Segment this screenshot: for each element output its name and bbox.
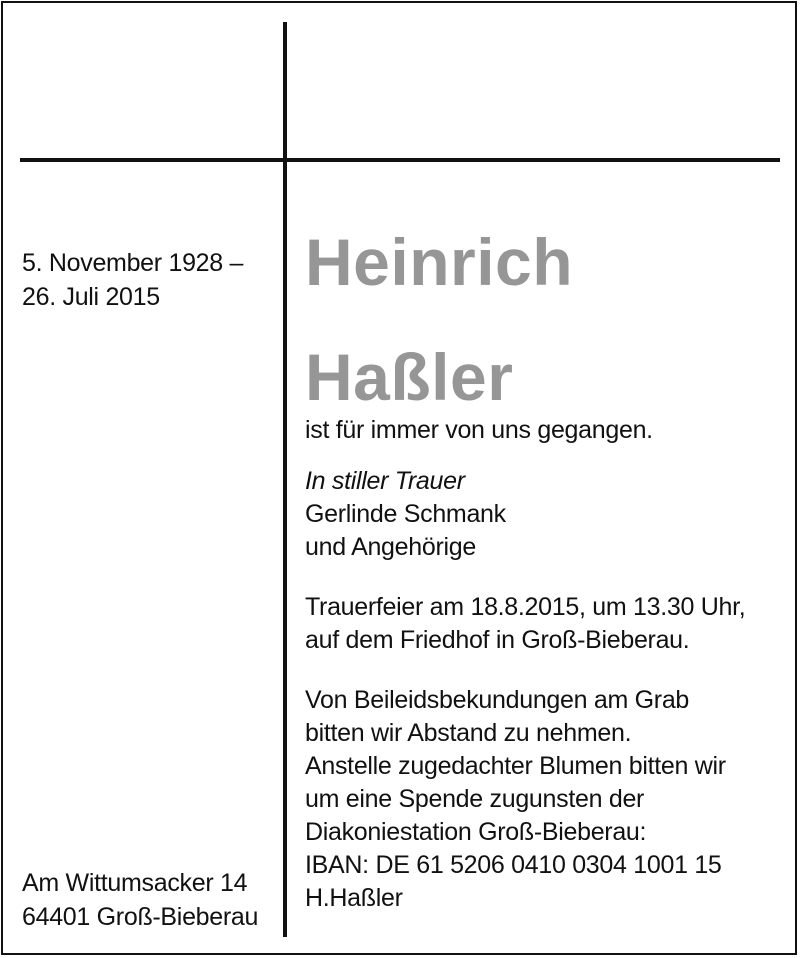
obituary-text — [305, 414, 785, 915]
birth-date: 5. November 1928 – — [22, 249, 244, 277]
life-dates — [22, 246, 277, 314]
donation-line-1: Von Beileidsbekundungen am Grab — [305, 686, 690, 714]
donation-line-2: bitten wir Abstand zu nehmen. — [305, 719, 632, 747]
donation-line-5: Diakoniestation Groß-Bieberau: — [305, 818, 647, 846]
mourner-name: Gerlinde Schmank — [305, 500, 506, 528]
death-date: 26. Juli 2015 — [22, 283, 160, 311]
first-name: Heinrich — [305, 225, 574, 299]
service-location-line: auf dem Friedhof in Groß-Bieberau. — [305, 626, 690, 654]
last-name: Haßler — [305, 340, 514, 414]
donation-line-3: Anstelle zugedachter Blumen bitten wir — [305, 752, 726, 780]
address-city: 64401 Groß-Bieberau — [22, 903, 259, 931]
mourning-heading: In stiller Trauer — [305, 467, 465, 495]
iban-line: IBAN: DE 61 5206 0410 0304 1001 15 — [305, 851, 722, 879]
cross-horizontal-bar — [20, 158, 780, 162]
mourner-relatives: und Angehörige — [305, 533, 476, 561]
deceased-name — [305, 205, 573, 435]
donation-line-4: um eine Spende zugunsten der — [305, 785, 645, 813]
account-holder: H.Haßler — [305, 884, 403, 912]
address-street: Am Wittumsacker 14 — [22, 869, 248, 897]
passing-message: ist für immer von uns gegangen. — [305, 416, 653, 444]
family-address — [22, 866, 277, 934]
service-date-line: Trauerfeier am 18.8.2015, um 13.30 Uhr, — [305, 593, 746, 621]
